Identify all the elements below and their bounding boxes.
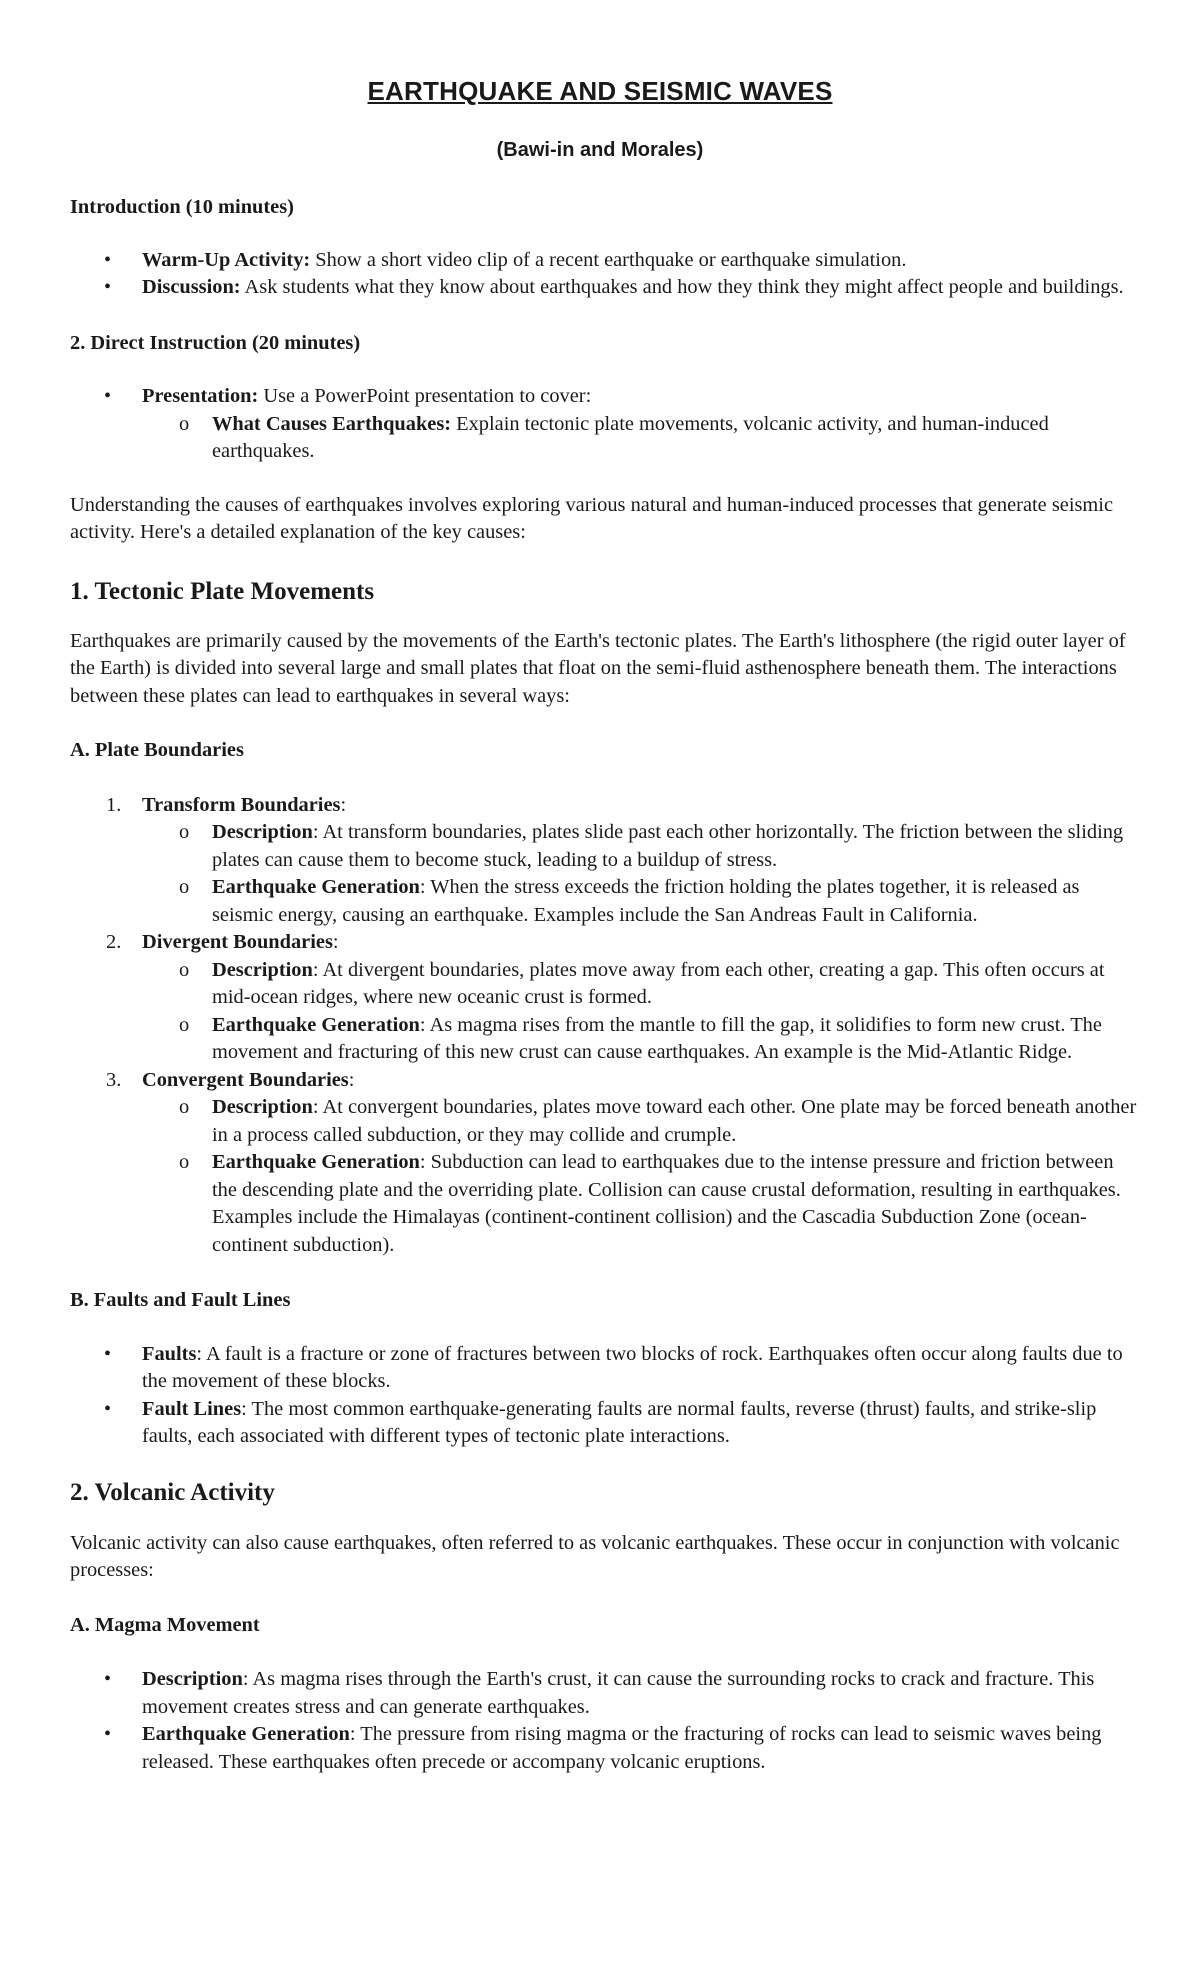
item-label: Earthquake Generation — [212, 1151, 420, 1173]
item-text: : The most common earthquake-generating faults are normal faults, reverse (thrust) faults, and strike-slip faults, each associated with different types of tectonic plate interactions. — [142, 1397, 1097, 1447]
volcanic-heading: 2. Volcanic Activity — [70, 1478, 275, 1506]
tectonic-heading: 1. Tectonic Plate Movements — [70, 577, 375, 605]
item-label: Description — [212, 821, 313, 843]
faults-heading: B. Faults and Fault Lines — [70, 1289, 291, 1311]
item-label: Warm-Up Activity: — [142, 248, 311, 271]
sub-list-item — [70, 874, 1138, 929]
item-text: Explain tectonic plate movements, volcanic activity, and human-induced earthquakes. — [212, 412, 1049, 462]
item-label: Fault Lines — [142, 1397, 242, 1420]
item-label: Discussion: — [142, 276, 241, 298]
sub-list-item — [70, 1012, 1138, 1067]
item-label: What Causes Earthquakes: — [212, 412, 452, 435]
item-label: Earthquake Generation — [142, 1723, 350, 1745]
sub-list-item — [70, 411, 1138, 466]
item-text: : As magma rises from the mantle to fill the gap, it solidifies to form new crust. The movement and fracturing of this new crust can cause earthquakes. An example is the Mid-Atlantic Ridge. — [212, 1013, 1102, 1063]
boundary-item: 2. Divergent Boundaries: o Description: At divergent boundaries, plates move away from each other, creating a gap. This often occurs at mid-ocean ridges, where new oceanic crust is formed. o Earthquake Generation: As magma rises from the mantle to fill the gap, it solidifies to form new crust. The movement and fracturing of this new crust can cause earthquakes. An example is the Mid-Atlantic Ridge. — [70, 929, 1138, 1067]
list-item — [70, 1721, 1138, 1776]
item-label: Earthquake Generation — [212, 876, 420, 898]
list-number: 2. — [106, 931, 122, 953]
understanding-paragraph: Understanding the causes of earthquakes involves exploring various natural and human-induced processes that generate seismic activity. Here's a detailed explanation of the key causes: — [70, 493, 1113, 543]
item-text: : A fault is a fracture or zone of fractures between two blocks of rock. Earthquakes often occur along faults due to the movement of these blocks. — [142, 1342, 1123, 1392]
list-number: 1. — [106, 793, 122, 816]
item-text: Show a short video clip of a recent earthquake or earthquake simulation. — [310, 248, 907, 271]
boundary-item: 1. Transform Boundaries: o Description: At transform boundaries, plates slide past each other horizontally. The friction between the sliding plates can cause them to become stuck, leading to a buildup of stress. o Earthquake Generation: When the stress exceeds the friction holding the plates together, it is released as seismic energy, causing an earthquake. Examples include the San Andreas Fault in California. — [70, 792, 1138, 930]
list-item — [70, 247, 1138, 275]
item-text: : When the stress exceeds the friction holding the plates together, it is released as seismic energy, causing an earthquake. Examples include the San Andreas Fault in California. — [212, 876, 1080, 926]
list-item — [70, 383, 1138, 466]
sub-list — [142, 1094, 1138, 1259]
list-item — [70, 274, 1138, 302]
document-authors: (Bawi-in and Morales) — [496, 139, 704, 161]
list-item — [70, 1341, 1138, 1396]
sub-list-item — [70, 819, 1138, 874]
item-label: Earthquake Generation — [212, 1013, 420, 1036]
sub-list — [142, 819, 1138, 929]
document-body — [70, 190, 1138, 1776]
direct-instruction-list — [70, 383, 1138, 466]
boundary-title: Divergent Boundaries — [142, 931, 333, 953]
list-number: 3. — [106, 1068, 122, 1091]
boundary-title: Convergent Boundaries — [142, 1068, 349, 1091]
item-text: Ask students what they know about earthquakes and how they think they might affect people and buildings. — [240, 276, 1124, 298]
boundary-title: Transform Boundaries — [142, 793, 341, 816]
item-label: Description — [212, 958, 313, 981]
item-text: : At divergent boundaries, plates move away from each other, creating a gap. This often occurs at mid-ocean ridges, where new oceanic crust is formed. — [212, 958, 1105, 1008]
item-text: Use a PowerPoint presentation to cover: — [258, 385, 592, 407]
magma-heading: A. Magma Movement — [70, 1613, 260, 1636]
item-text: : The pressure from rising magma or the fracturing of rocks can lead to seismic waves being released. These earthquakes often precede or accompany volcanic eruptions. — [142, 1723, 1102, 1773]
item-label: Description — [212, 1096, 313, 1118]
item-label: Description — [142, 1668, 243, 1690]
plate-boundaries-heading: A. Plate Boundaries — [70, 739, 244, 761]
item-text: : At convergent boundaries, plates move toward each other. One plate may be forced beneath another in a process called subduction, or they may collide and crumple. — [212, 1096, 1137, 1146]
plate-boundaries-list — [70, 792, 1138, 1260]
sub-list — [142, 411, 1138, 466]
item-text: : As magma rises through the Earth's crust, it can cause the surrounding rocks to crack and fracture. This movement creates stress and can generate earthquakes. — [142, 1668, 1095, 1718]
item-label: Presentation: — [142, 385, 259, 407]
list-item — [70, 1666, 1138, 1721]
sub-list — [142, 957, 1138, 1067]
sub-list-item — [70, 957, 1138, 1012]
volcanic-paragraph: Volcanic activity can also cause earthquakes, often referred to as volcanic earthquakes. These occur in conjunction with volcanic processes: — [70, 1531, 1120, 1581]
intro-list — [70, 247, 1138, 302]
list-item — [70, 1396, 1138, 1451]
faults-list — [70, 1341, 1138, 1451]
sub-list-item — [70, 1094, 1138, 1149]
item-text: : At transform boundaries, plates slide past each other horizontally. The friction between the sliding plates can cause them to become stuck, leading to a buildup of stress. — [212, 821, 1124, 871]
magma-list — [70, 1666, 1138, 1776]
item-text: : Subduction can lead to earthquakes due to the intense pressure and friction between the descending plate and the overriding plate. Collision can cause crustal deformation, resulting in earthquakes. Examples include the Himalayas (continent-continent collision) and the Cascadia Subduction Zone (ocean-continent subduction). — [212, 1151, 1121, 1256]
boundary-item: 3. Convergent Boundaries: o Description: At convergent boundaries, plates move toward each other. One plate may be forced beneath another in a process called subduction, or they may collide and crumple. o Earthquake Generation: Subduction can lead to earthquakes due to the intense pressure and friction between the descending plate and the overriding plate. Collision can cause crustal deformation, resulting in earthquakes. Examples include the Himalayas (continent-continent collision) and the Cascadia Subduction Zone (ocean-continent subduction). — [70, 1067, 1138, 1260]
direct-instruction-heading: 2. Direct Instruction (20 minutes) — [70, 331, 361, 354]
sub-list-item — [70, 1149, 1138, 1259]
item-label: Faults — [142, 1342, 197, 1365]
intro-heading: Introduction (10 minutes) — [70, 196, 294, 218]
tectonic-paragraph: Earthquakes are primarily caused by the movements of the Earth's tectonic plates. The Earth's lithosphere (the rigid outer layer of the Earth) is divided into several large and small plates that float on the semi-fluid asthenosphere beneath them. The interactions between these plates can lead to earthquakes in several ways: — [70, 629, 1126, 707]
document-title: EARTHQUAKE AND SEISMIC WAVES — [367, 76, 833, 106]
